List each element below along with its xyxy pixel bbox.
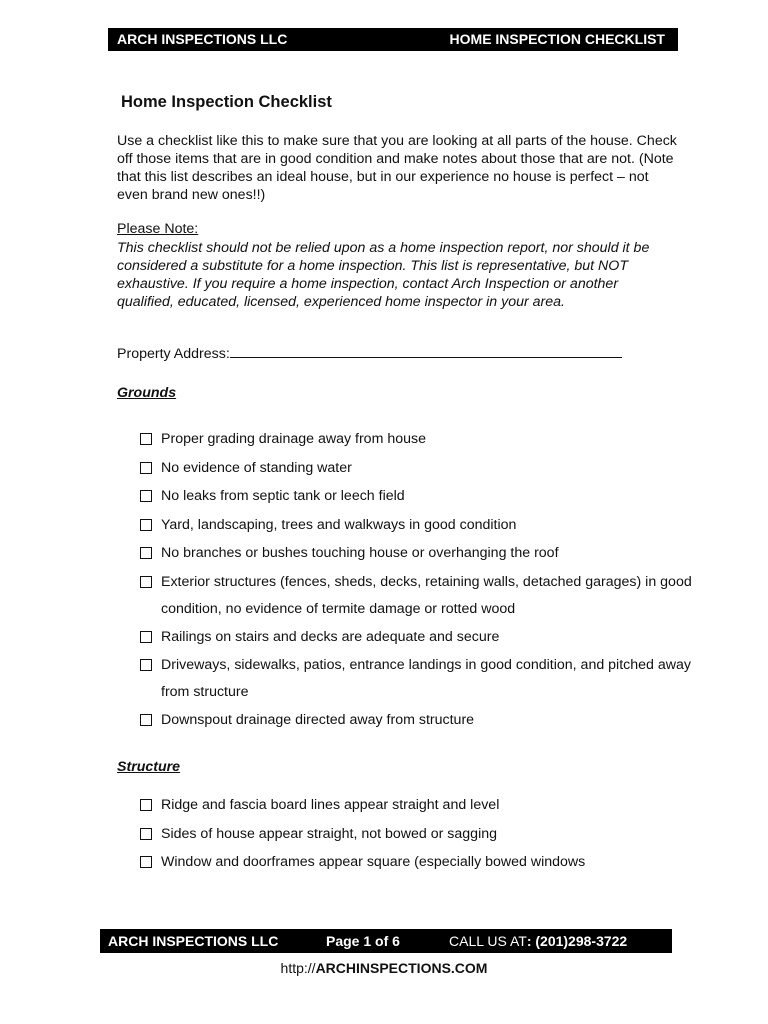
checklist-item (140, 628, 700, 648)
header-doc-label: HOME INSPECTION CHECKLIST (449, 31, 665, 47)
checkbox[interactable] (140, 576, 152, 588)
footer-call (449, 933, 627, 949)
footer-url[interactable] (0, 960, 768, 976)
checklist-item (140, 544, 700, 564)
checklist-item-label: No evidence of standing water (161, 459, 352, 476)
checklist-item (140, 430, 700, 450)
phone-number[interactable]: : (201)298-3722 (526, 933, 628, 949)
checkbox[interactable] (140, 462, 152, 474)
call-label: CALL US AT (449, 933, 527, 949)
url-domain: ARCHINSPECTIONS.COM (315, 960, 488, 976)
checklist-item (140, 711, 700, 731)
checkbox[interactable] (140, 856, 152, 868)
checkbox[interactable] (140, 631, 152, 643)
checkbox[interactable] (140, 490, 152, 502)
note-label: Please Note: (117, 221, 199, 237)
checklist-item (140, 853, 700, 873)
checklist-item-label: No branches or bushes touching house or overhanging the roof (161, 545, 559, 561)
checklist-item-label: Driveways, sidewalks, patios, entrance landings in good condition, and pitched away from structure (161, 657, 691, 700)
checklist-item (140, 516, 700, 536)
checklist-item-label: Railings on stairs and decks are adequate and secure (161, 628, 500, 645)
checklist-item-label: No leaks from septic tank or leech field (161, 488, 405, 504)
note-text: This checklist should not be relied upon as a home inspection report, nor should it be considered a substitute for a home inspection. This list is representative, but NOT exhaustive. If you require a home inspection, contact Arch Inspection or another qualified, educated, licensed, experienced home inspector in your area. (117, 240, 650, 310)
checklist-item-label: Ridge and fascia board lines appear straight and level (161, 797, 500, 813)
checklist-item-label: Exterior structures (fences, sheds, decks, retaining walls, detached garages) in good condition, no evidence of termite damage or rotted wood (161, 573, 692, 617)
checkbox[interactable] (140, 519, 152, 531)
checkbox[interactable] (140, 828, 152, 840)
checklist-item (140, 825, 700, 845)
checklist-item (140, 796, 700, 816)
intro-paragraph: Use a checklist like this to make sure that you are looking at all parts of the house. Check off those items that are in good condition and make notes about those that are not. (Note that this list describes an ideal house, but in our experience no house is perfect – not even brand new ones!!) (117, 133, 677, 203)
grounds-checklist (140, 430, 700, 740)
checkbox[interactable] (140, 433, 152, 445)
checkbox[interactable] (140, 799, 152, 811)
url-prefix: http:// (280, 960, 316, 976)
footer-bar (100, 929, 672, 953)
checklist-item-label: Sides of house appear straight, not bowed or sagging (161, 825, 497, 842)
checklist-item (140, 487, 700, 507)
page-title: Home Inspection Checklist (121, 93, 332, 111)
checklist-item (140, 459, 700, 479)
section-heading-structure: Structure (117, 759, 181, 775)
footer-company: ARCH INSPECTIONS LLC (108, 933, 279, 949)
checklist-item-label: Window and doorframes appear square (especially bowed windows (161, 854, 586, 870)
checkbox[interactable] (140, 714, 152, 726)
header-bar (108, 28, 678, 51)
structure-checklist (140, 796, 700, 882)
property-address (117, 343, 622, 362)
checklist-item-label: Proper grading drainage away from house (161, 431, 426, 447)
header-company: ARCH INSPECTIONS LLC (117, 31, 288, 47)
property-address-label: Property Address: (117, 346, 230, 362)
page-number: Page 1 of 6 (326, 933, 400, 949)
section-heading-grounds: Grounds (117, 385, 177, 401)
checklist-item-label: Yard, landscaping, trees and walkways in good condition (161, 516, 517, 533)
property-address-field[interactable] (230, 343, 622, 358)
checkbox[interactable] (140, 547, 152, 559)
checkbox[interactable] (140, 659, 152, 671)
checklist-item (140, 569, 700, 623)
checklist-item (140, 652, 700, 706)
checklist-item-label: Downspout drainage directed away from structure (161, 712, 475, 728)
